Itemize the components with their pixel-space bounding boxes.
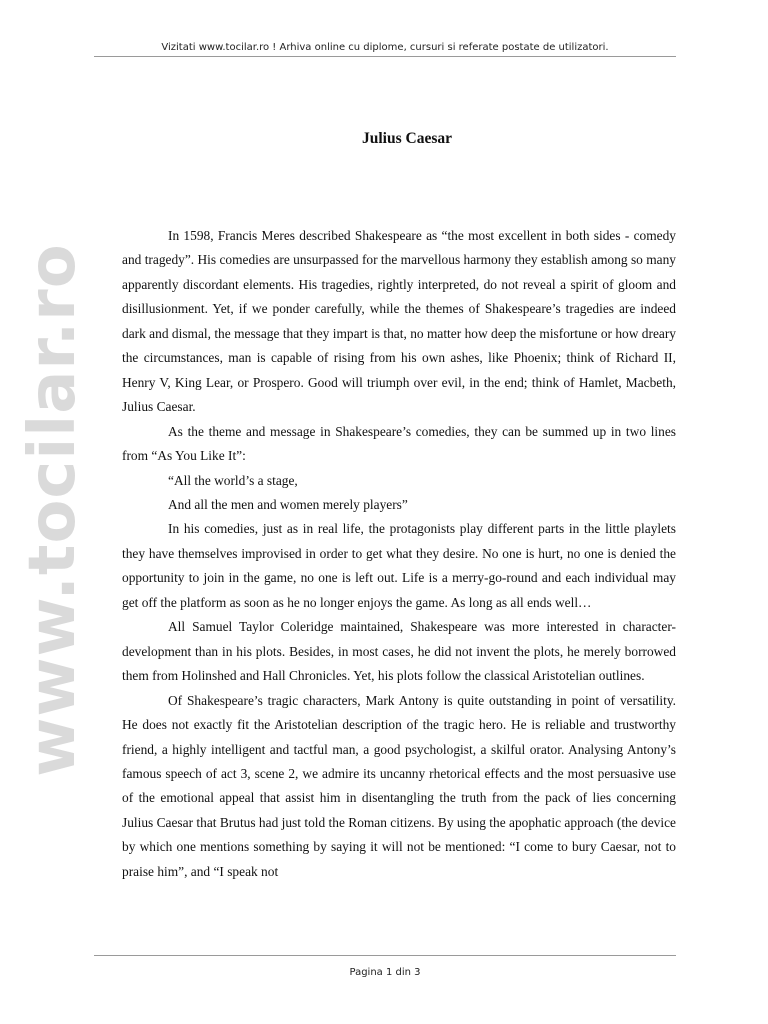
- document-title: Julius Caesar: [362, 130, 452, 147]
- paragraph-3: In his comedies, just as in real life, the protagonists play different parts in the little playlets they have themselves improvised in order to get what they desire. No one is hurt, no one is denied the opportunity to join in the game, no one is left out. Life is a merry-go-round and each individual may get off the platform as soon as he no longer enjoys the game. As long as all ends well…: [122, 521, 676, 610]
- footer-divider: [94, 955, 676, 956]
- paragraph-1: In 1598, Francis Meres described Shakespeare as “the most excellent in both sides - comedy and tragedy”. His comedies are unsurpassed for the marvellous harmony they establish among so many apparently discordant elements. His tragedies, rightly interpreted, do not reveal a spirit of gloom and disillusionment. Yet, if we ponder carefully, while the themes of Shakespeare’s tragedies are indeed dark and dismal, the message that they impart is that, no matter how deep the misfortune or how dreary the circumstances, man is capable of rising from his own ashes, like Phoenix; think of Richard II, Henry V, King Lear, or Prospero. Good will triumph over evil, in the end; think of Hamlet, Macbeth, Julius Caesar.: [122, 228, 676, 415]
- document-body: [122, 224, 676, 884]
- paragraph-5: Of Shakespeare’s tragic characters, Mark Antony is quite outstanding in point of versatility. He does not exactly fit the Aristotelian description of the tragic hero. He is reliable and trustworthy friend, a highly intelligent and tactful man, a good psychologist, a skilful orator. Analysing Antony’s famous speech of act 3, scene 2, we admire its uncanny rhetorical effects and the most persuasive use of the emotional appeal that assist him in disentangling the truth from the pack of lies concerning Julius Caesar that Brutus had just told the Roman citizens. By using the apophatic approach (the device by which one mentions something by saying it will not be mentioned: “I come to bury Caesar, not to praise him”, and “I speak not: [122, 692, 676, 879]
- site-watermark: www.tocilar.ro: [16, 243, 90, 777]
- header-divider: [94, 56, 676, 57]
- quote-line-1: “All the world’s a stage,: [168, 472, 298, 488]
- paragraph-2: As the theme and message in Shakespeare’s comedies, they can be summed up in two lines from “As You Like It”:: [122, 423, 676, 464]
- page-header: Vizitati www.tocilar.ro ! Arhiva online cu diplome, cursuri si referate postate de utilizatori.: [161, 42, 609, 53]
- quote-line-2: And all the men and women merely players”: [168, 496, 408, 512]
- page-number: Pagina 1 din 3: [349, 967, 421, 978]
- paragraph-4: All Samuel Taylor Coleridge maintained, Shakespeare was more interested in character-development than in his plots. Besides, in most cases, he did not invent the plots, he merely borrowed them from Holinshed and Hall Chronicles. Yet, his plots follow the classical Aristotelian outlines.: [122, 619, 676, 684]
